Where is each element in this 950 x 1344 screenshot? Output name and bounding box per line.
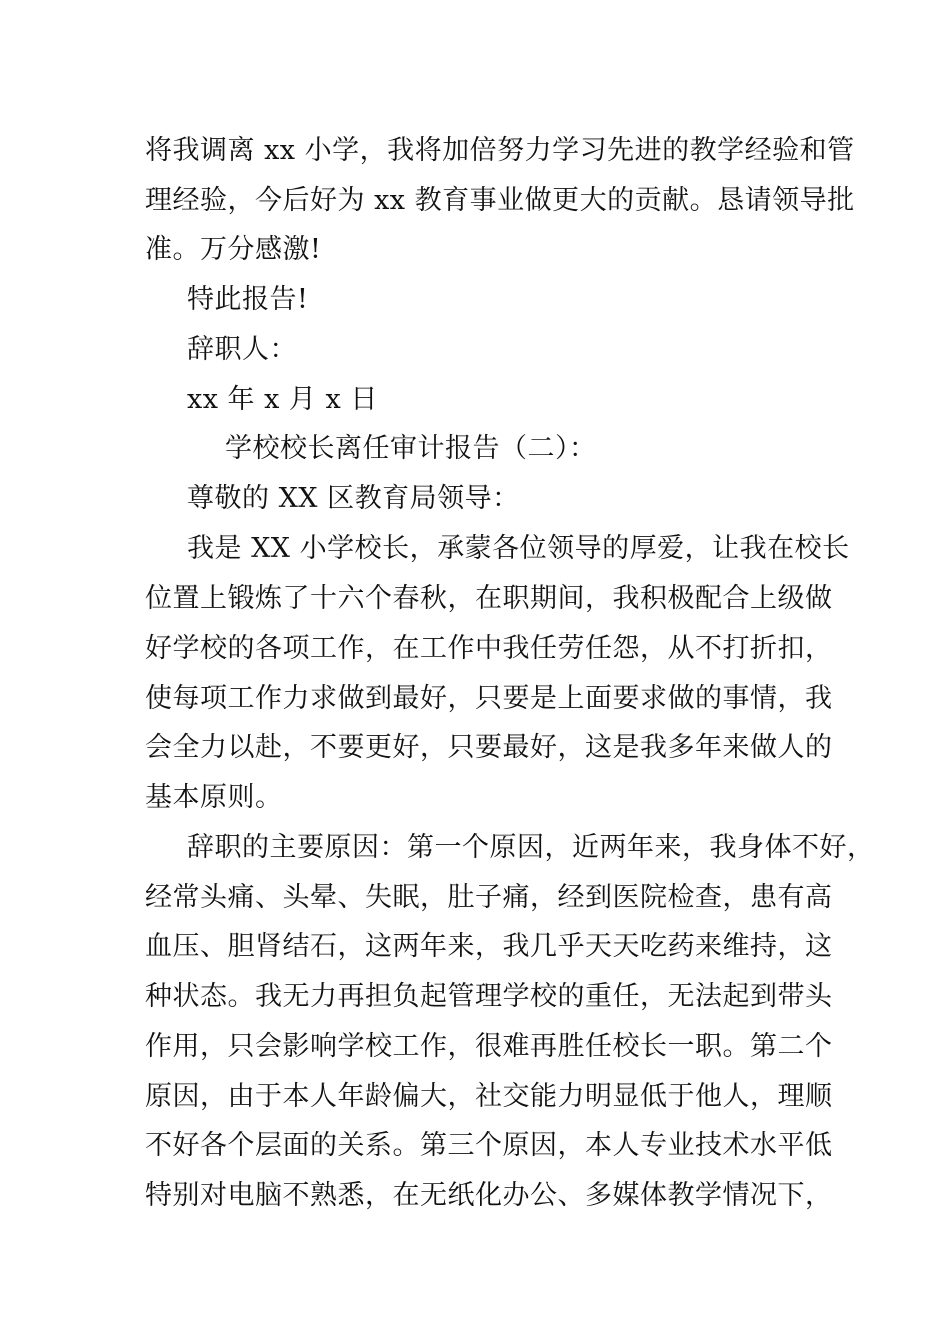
text-line: 血压、胆肾结石，这两年来，我几乎天天吃药来维持，这 [145,931,833,962]
text-line: 位置上锻炼了十六个春秋，在职期间，我积极配合上级做 [145,583,833,614]
text-line: 辞职的主要原因：第一个原因，近两年来，我身体不好， [187,832,875,863]
text-line: 不好各个层面的关系。第三个原因，本人专业技术水平低 [145,1130,833,1161]
text-line: 会全力以赴，不要更好，只要最好，这是我多年来做人的 [145,732,833,763]
text-line: 基本原则。 [145,782,283,813]
text-line: 作用，只会影响学校工作，很难再胜任校长一职。第二个 [145,1031,833,1062]
text-line: 准。万分感激! [145,234,322,265]
text-line: 原因，由于本人年龄偏大，社交能力明显低于他人，理顺 [145,1081,833,1112]
salutation: 尊敬的 XX 区教育局领导： [187,483,520,514]
text-line: 我是 XX 小学校长，承蒙各位领导的厚爱，让我在校长 [187,533,850,564]
text-line: 好学校的各项工作，在工作中我任劳任怨，从不打折扣， [145,633,833,664]
text-line: 特别对电脑不熟悉，在无纸化办公、多媒体教学情况下， [145,1180,833,1211]
text-line: 经常头痛、头晕、失眠，肚子痛，经到医院检查，患有高 [145,882,833,913]
text-line: 将我调离 xx 小学，我将加倍努力学习先进的教学经验和管 [145,135,855,166]
date-line: xx 年 x 月 x 日 [187,384,378,415]
text-line: 使每项工作力求做到最好，只要是上面要求做的事情，我 [145,683,833,714]
signatory-label: 辞职人： [187,334,297,365]
text-line: 种状态。我无力再担负起管理学校的重任，无法起到带头 [145,981,833,1012]
section-title: 学校校长离任审计报告（二）： [225,433,597,464]
text-line: 特此报告! [187,284,309,315]
text-line: 理经验，今后好为 xx 教育事业做更大的贡献。恳请领导批 [145,185,855,216]
